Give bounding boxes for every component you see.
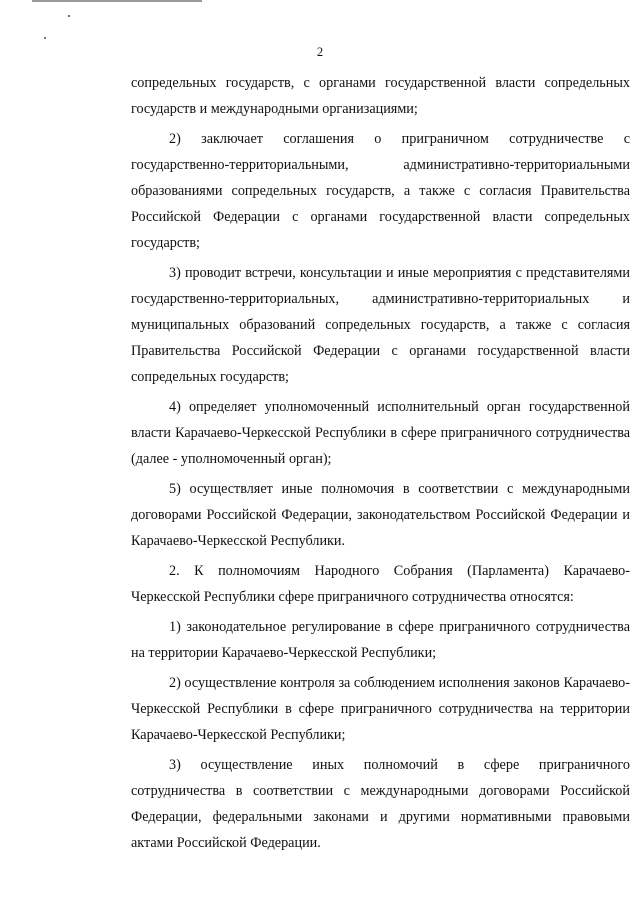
scan-artifact-line: [32, 0, 202, 2]
paragraph-continuation: сопредельных государств, с органами государственной власти сопредельных государств и международными организациями;: [131, 75, 630, 117]
paragraph-item-5: 5) осуществляет иные полномочия в соответствии с международными договорами Российской Федерации, законодательством Российской Федерации и Карачаево-Черкесской Республики.: [131, 481, 630, 549]
page-number: 2: [316, 45, 324, 59]
document-body: [131, 70, 630, 860]
paragraph-subitem-1: 1) законодательное регулирование в сфере приграничного сотрудничества на территории Карачаево-Черкесской Республики;: [131, 619, 630, 661]
paragraph-item-3: 3) проводит встречи, консультации и иные мероприятия с представителями государственно-территориальных, административно-территориальных и муниципальных образований сопредельных государств, а также с согласия Правительства Российской Федерации с органами государственной власти сопредельных государств;: [131, 265, 630, 385]
paragraph-section-2: 2. К полномочиям Народного Собрания (Парламента) Карачаево-Черкесской Республики сфере приграничного сотрудничества относятся:: [131, 563, 630, 605]
paragraph-item-2: 2) заключает соглашения о приграничном сотрудничестве с государственно-территориальными, административно-территориальными образованиями сопредельных государств, а также с согласия Правительства Российской Федерации с органами государственной власти сопредельных государств;: [131, 131, 630, 251]
scan-speck: [44, 37, 46, 39]
paragraph-subitem-3: 3) осуществление иных полномочий в сфере приграничного сотрудничества в соответствии с международными договорами Российской Федерации, федеральными законами и другими нормативными правовыми актами Российской Федерации.: [131, 757, 630, 851]
scan-speck: [68, 15, 70, 17]
paragraph-subitem-2: 2) осуществление контроля за соблюдением исполнения законов Карачаево-Черкесской Республики в сфере приграничного сотрудничества на территории Карачаево-Черкесской Республики;: [131, 675, 630, 743]
paragraph-item-4: 4) определяет уполномоченный исполнительный орган государственной власти Карачаево-Черкесской Республики в сфере приграничного сотрудничества (далее - уполномоченный орган);: [131, 399, 630, 467]
